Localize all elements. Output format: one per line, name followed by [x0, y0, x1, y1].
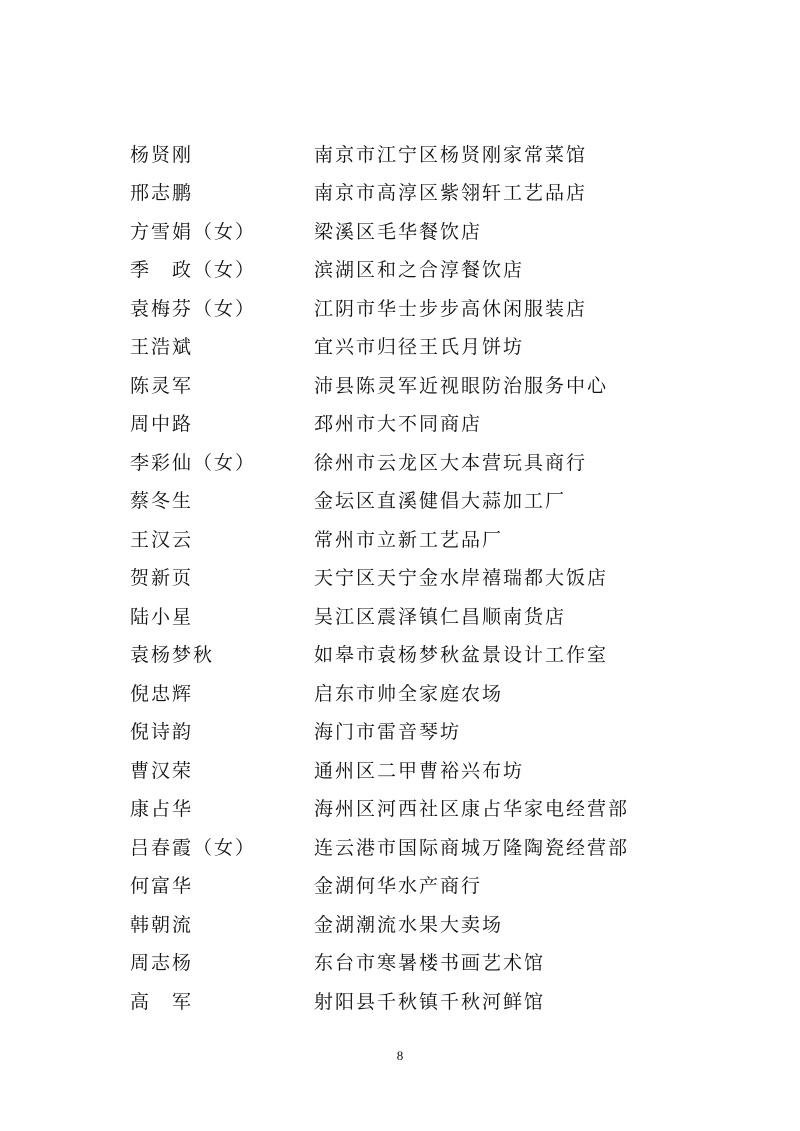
- list-item: [130, 712, 690, 751]
- page-number: 8: [396, 1048, 404, 1063]
- business-name: 金坛区直溪健倡大蒜加工厂: [314, 490, 567, 513]
- person-name: 王汉云: [130, 528, 194, 551]
- list-item: [130, 442, 690, 481]
- person-name: 周志杨: [130, 952, 194, 975]
- business-name: 连云港市国际商城万隆陶瓷经营部: [314, 836, 630, 859]
- person-name: 邢志鹏: [130, 182, 194, 205]
- list-item: [130, 558, 690, 597]
- person-name: 方雪娟（女）: [130, 220, 257, 243]
- person-name: 韩朝流: [130, 913, 194, 936]
- business-name: 通州区二甲曹裕兴布坊: [314, 759, 525, 782]
- list-item: [130, 750, 690, 789]
- list-item: [130, 327, 690, 366]
- person-name: 何富华: [130, 875, 194, 898]
- list-item: [130, 904, 690, 943]
- person-name: 王浩斌: [130, 336, 194, 359]
- list-item: [130, 173, 690, 212]
- person-name: 陆小星: [130, 605, 194, 628]
- person-name: 杨贤刚: [130, 143, 194, 166]
- list-item: [130, 673, 690, 712]
- business-name: 南京市江宁区杨贤刚家常菜馆: [314, 143, 588, 166]
- business-name: 金湖潮流水果大卖场: [314, 913, 504, 936]
- business-name: 如皋市袁杨梦秋盆景设计工作室: [314, 644, 609, 667]
- list-item: [130, 404, 690, 443]
- person-name: 袁杨梦秋: [130, 644, 215, 667]
- person-name: 李彩仙（女）: [130, 451, 257, 474]
- business-name: 邳州市大不同商店: [314, 413, 483, 436]
- business-name: 海门市雷音琴坊: [314, 721, 462, 744]
- person-name: 曹汉荣: [130, 759, 194, 782]
- list-item: [130, 981, 690, 1020]
- person-name: 倪诗韵: [130, 721, 194, 744]
- list-item: [130, 635, 690, 674]
- list-item: [130, 211, 690, 250]
- person-name: 周中路: [130, 413, 194, 436]
- business-name: 江阴市华士步步高休闲服装店: [314, 297, 588, 320]
- person-name: 倪忠辉: [130, 682, 194, 705]
- business-name: 梁溪区毛华餐饮店: [314, 220, 483, 243]
- business-name: 启东市帅全家庭农场: [314, 682, 504, 705]
- list-item: [130, 250, 690, 289]
- business-name: 金湖何华水产商行: [314, 875, 483, 898]
- list-item: [130, 943, 690, 982]
- business-name: 天宁区天宁金水岸禧瑞都大饭店: [314, 567, 609, 590]
- person-name: 季 政（女）: [130, 259, 257, 282]
- person-name: 高 军: [130, 990, 194, 1013]
- business-name: 沛县陈灵军近视眼防治服务中心: [314, 374, 609, 397]
- list-item: [130, 596, 690, 635]
- list-item: [130, 789, 690, 828]
- list-item: [130, 827, 690, 866]
- person-name: 蔡冬生: [130, 490, 194, 513]
- business-name: 滨湖区和之合淳餐饮店: [314, 259, 525, 282]
- business-name: 射阳县千秋镇千秋河鲜馆: [314, 990, 546, 1013]
- list-item: [130, 134, 690, 173]
- business-name: 徐州市云龙区大本营玩具商行: [314, 451, 588, 474]
- business-name: 吴江区震泽镇仁昌顺南货店: [314, 605, 567, 628]
- list-item: [130, 365, 690, 404]
- list-item: [130, 519, 690, 558]
- business-name: 宜兴市归径王氏月饼坊: [314, 336, 525, 359]
- list-item: [130, 481, 690, 520]
- honoree-list: [130, 134, 690, 1020]
- person-name: 袁梅芬（女）: [130, 297, 257, 320]
- person-name: 康占华: [130, 798, 194, 821]
- business-name: 东台市寒暑楼书画艺术馆: [314, 952, 546, 975]
- list-item: [130, 288, 690, 327]
- person-name: 陈灵军: [130, 374, 194, 397]
- person-name: 贺新页: [130, 567, 194, 590]
- business-name: 常州市立新工艺品厂: [314, 528, 504, 551]
- business-name: 南京市高淳区紫翎轩工艺品店: [314, 182, 588, 205]
- business-name: 海州区河西社区康占华家电经营部: [314, 798, 630, 821]
- list-item: [130, 866, 690, 905]
- person-name: 吕春霞（女）: [130, 836, 257, 859]
